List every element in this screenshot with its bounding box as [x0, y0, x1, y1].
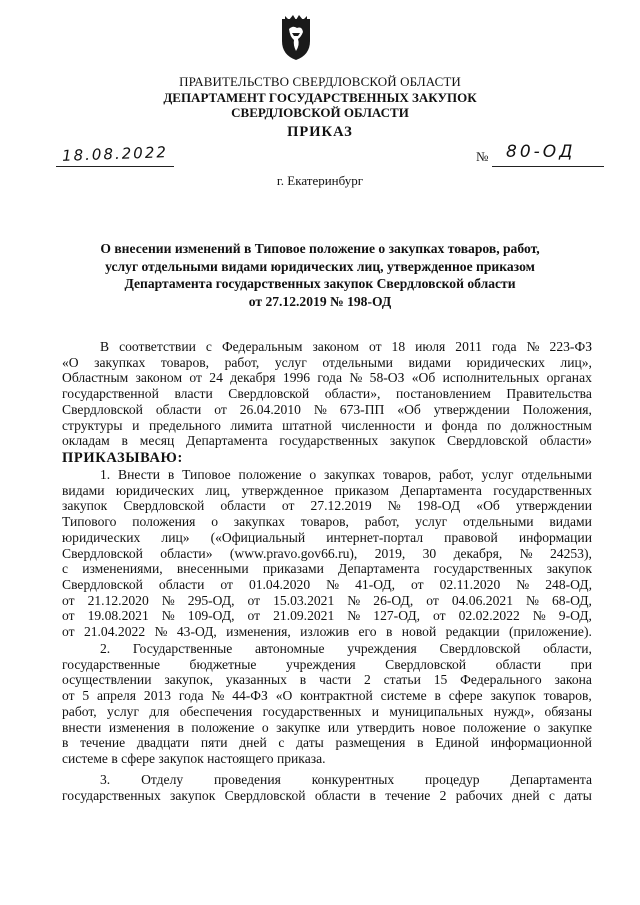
- title-line: Департамента государственных закупок Свердловской области: [124, 276, 516, 292]
- text-line: 2. Государственные автономные учреждения Свердловской области,: [100, 641, 592, 656]
- text-line: внести изменения в положение о закупке или утвердить новое положение о закупке: [62, 719, 592, 735]
- text-line: государственной власти Свердловской области», постановлением Правительства: [62, 386, 592, 402]
- order-word: ПРИКАЗЫВАЮ:: [62, 450, 183, 466]
- title-line: О внесении изменений в Типовое положение о закупках товаров, работ,: [100, 241, 540, 256]
- text-line: закупок Свердловской области от 27.12.2019 № 198-ОД «Об утверждении: [62, 498, 592, 514]
- department-name-line2: СВЕРДЛОВСКОЙ ОБЛАСТИ: [231, 105, 409, 120]
- title-line: от 27.12.2019 № 198-ОД: [248, 293, 392, 309]
- text-line: от 21.12.2020 № 295-ОД, от 15.03.2021 № 26-ОД, от 04.06.2021 № 68-ОД,: [62, 592, 592, 608]
- text-line: структуры и предельного лимита штатной численности и фонда по должностным: [62, 417, 592, 433]
- text-line: государственные бюджетные учреждения Свердловской области при: [62, 656, 592, 672]
- item-3: [62, 772, 592, 803]
- text-line: Типового положения о закупках товаров, работ, услуг отдельными видами: [62, 514, 592, 530]
- text-line: 1. Внести в Типовое положение о закупках товаров, работ, услуг отдельными: [100, 467, 592, 482]
- text-line: 3. Отделу проведения конкурентных процедур Департамента: [100, 772, 592, 787]
- text-line: от 21.04.2022 № 43-ОД, изменения, изложив его в новой редакции (приложение).: [62, 624, 592, 640]
- preamble: [62, 339, 592, 449]
- text-line: в течение двадцати пяти дней с даты размещения в Единой информационной: [62, 735, 592, 751]
- text-line: осуществлении закупок, указанных в части 2 статьи 15 Федерального закона: [62, 672, 592, 688]
- text-line: В соответствии с Федеральным законом от 18 июля 2011 года № 223-ФЗ: [100, 339, 592, 354]
- city: г. Екатеринбург: [276, 173, 364, 188]
- text-line: системе в сфере закупок настоящего приказа.: [62, 750, 326, 766]
- order-word-block: [62, 451, 592, 467]
- handwritten-number: 80-ОД: [506, 142, 576, 162]
- text-line: окладам в месяц Департамента государственных закупок Свердловской области»: [62, 433, 592, 449]
- text-line: Свердловской области от 01.04.2020 № 41-ОД, от 02.11.2020 № 248-ОД,: [62, 576, 592, 592]
- government-name: ПРАВИТЕЛЬСТВО СВЕРДЛОВСКОЙ ОБЛАСТИ: [179, 74, 461, 89]
- text-line: Свердловской области» (www.pravo.gov66.ru), 2019, 30 декабря, № 24253),: [62, 545, 592, 561]
- text-line: государственных закупок Свердловской области в течение 2 рабочих дней с даты: [62, 787, 592, 803]
- text-line: работ, услуг для обеспечения государственных и муниципальных нужд», обязаны: [62, 703, 592, 719]
- document-title: [60, 240, 580, 310]
- text-line: Свердловской области от 26.04.2010 № 673-ПП «Об утверждении Положения,: [62, 401, 592, 417]
- handwritten-date: 18.08.2022: [61, 143, 169, 165]
- text-line: Областным законом от 24 декабря 1996 года № 58-ОЗ «Об исполнительных органах: [62, 370, 592, 386]
- text-line: от 5 апреля 2013 года № 44-ФЗ «О контрактной системе в сфере закупок товаров,: [62, 688, 592, 704]
- number-label: №: [476, 149, 489, 164]
- document-type: ПРИКАЗ: [287, 124, 353, 140]
- text-line: от 19.08.2021 № 109-ОД, от 21.09.2021 № 127-ОД, от 02.02.2022 № 9-ОД,: [62, 608, 592, 624]
- coat-of-arms-icon: [279, 15, 313, 61]
- department-name-line1: ДЕПАРТАМЕНТ ГОСУДАРСТВЕННЫХ ЗАКУПОК: [163, 90, 477, 105]
- item-1: [62, 467, 592, 640]
- item-2: [62, 641, 592, 767]
- text-line: юридических лиц» («Официальный интернет-портал правовой информации: [62, 529, 592, 545]
- text-line: видами юридических лиц, утвержденное приказом Департамента государственных: [62, 482, 592, 498]
- text-line: «О закупках товаров, работ, услуг отдельными видами юридических лиц»,: [62, 354, 592, 370]
- title-line: услуг отдельными видами юридических лиц, утвержденное приказом: [105, 258, 535, 274]
- text-line: с изменениями, внесенными приказами Департамента государственных закупок: [62, 561, 592, 577]
